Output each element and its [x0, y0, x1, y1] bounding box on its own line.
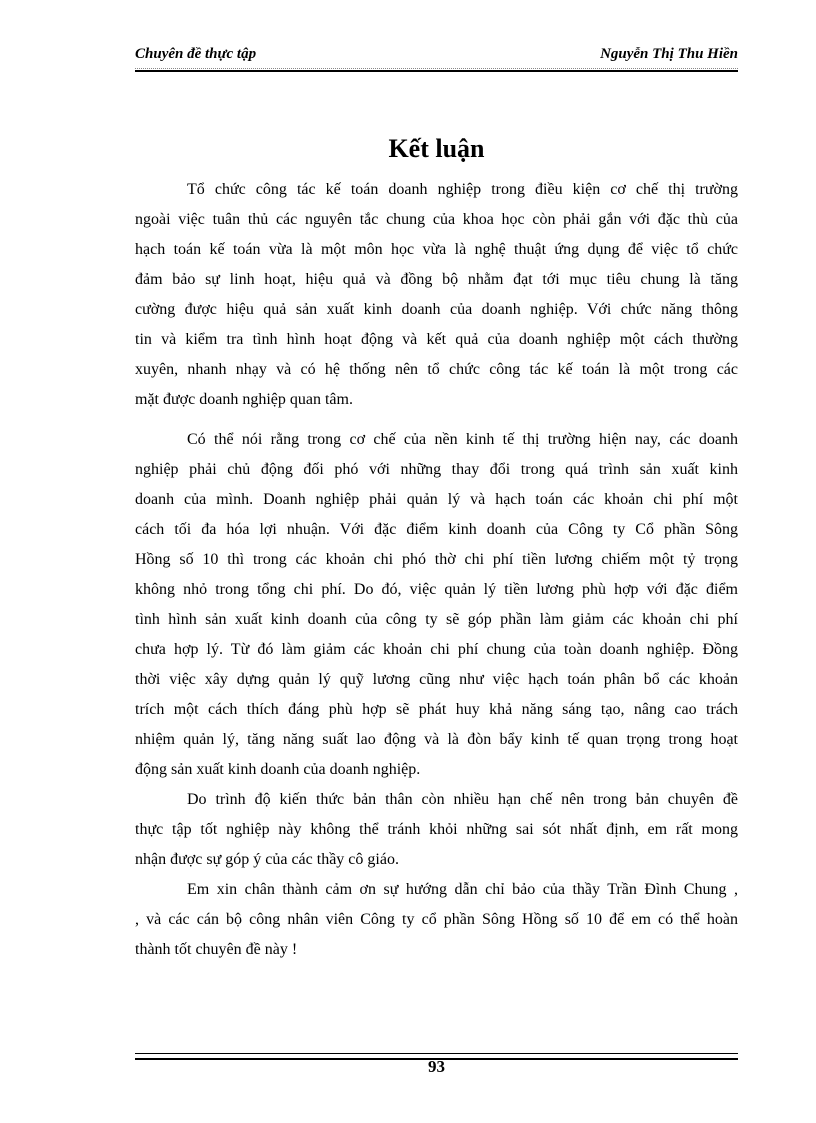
text-line: đảm bảo sự linh hoạt, hiệu quả và đồng bộ nhằm đạt tới mục tiêu chung là tăng: [135, 271, 738, 288]
text-line: cách tối đa hóa lợi nhuận. Với đặc điểm kinh doanh của Công ty Cổ phần Sông: [135, 521, 738, 538]
text-line: Do trình độ kiến thức bản thân còn nhiều hạn chế nên trong bản chuyên đề: [187, 791, 738, 808]
text-line: ngoài việc tuân thủ các nguyên tắc chung của khoa học còn phải gắn với đặc thù của: [135, 211, 738, 228]
paragraph: [135, 785, 738, 875]
text-line: nhiệm quản lý, tăng năng suất lao động và là đòn bẩy kinh tế quan trọng trong hoạt: [135, 731, 738, 748]
text-line: thành tốt chuyên đề này !: [135, 941, 298, 958]
text-line: động sản xuất kinh doanh của doanh nghiệp.: [135, 761, 421, 778]
text-line: thời việc xây dựng quản lý quỹ lương cũng như việc hạch toán phân bổ các khoản: [135, 671, 738, 688]
header-document-type: Chuyên đề thực tập: [135, 46, 257, 62]
text-line: Tổ chức công tác kế toán doanh nghiệp trong điều kiện cơ chế thị trường: [187, 181, 738, 198]
text-line: doanh của mình. Doanh nghiệp phải quản lý và hạch toán các khoản chi phí một: [135, 491, 738, 508]
text-line: tình hình sản xuất kinh doanh của công ty sẽ góp phần làm giảm các khoản chi phí: [135, 611, 738, 628]
page-number: 93: [428, 1057, 445, 1076]
header-rule: [135, 70, 738, 72]
text-line: không nhỏ trong tổng chi phí. Do đó, việc quản lý tiền lương phù hợp với đặc điểm: [135, 581, 738, 598]
text-line: chưa hợp lý. Từ đó làm giảm các khoản chi phí chung của toàn doanh nghiệp. Đồng: [135, 641, 738, 658]
text-line: mặt được doanh nghiệp quan tâm.: [135, 391, 353, 408]
page-title: Kết luận: [388, 134, 485, 163]
text-line: Có thể nói rằng trong cơ chế của nền kinh tế thị trường hiện nay, các doanh: [187, 431, 738, 448]
text-line: xuyên, nhanh nhạy và có hệ thống nên tổ chức công tác kế toán là một trong các: [135, 361, 738, 378]
text-line: cường được hiệu quả sản xuất kinh doanh của doanh nghiệp. Với chức năng thông: [135, 301, 738, 318]
text-line: trích một cách thích đáng phù hợp sẽ phát huy khả năng sáng tạo, nâng cao trách: [135, 701, 738, 718]
paragraph: [135, 875, 738, 965]
paragraph: [135, 425, 738, 785]
text-line: nghiệp phải chủ động đối phó với những thay đổi trong quá trình sản xuất kinh: [135, 461, 738, 478]
text-line: thực tập tốt nghiệp này không thể tránh khỏi những sai sót nhất định, em rất mong: [135, 821, 738, 838]
text-line: Hồng số 10 thì trong các khoản chi phó thờ chi phí tiền lương chiếm một tỷ trọng: [135, 551, 738, 568]
text-line: Em xin chân thành cảm ơn sự hướng dẫn chỉ bảo của thầy Trần Đình Chung ,: [187, 881, 738, 898]
page-header: [135, 46, 738, 68]
text-line: tin và kiểm tra tình hình hoạt động và kết quả của doanh nghiệp một cách thường: [135, 331, 738, 348]
header-rule-dotted: [135, 68, 738, 69]
document-body: [135, 175, 738, 965]
paragraph: [135, 175, 738, 415]
text-line: nhận được sự góp ý của các thầy cô giáo.: [135, 851, 399, 868]
text-line: , và các cán bộ công nhân viên Công ty cổ phần Sông Hồng số 10 để em có thể hoàn: [135, 911, 738, 928]
text-line: hạch toán kế toán vừa là một môn học vừa là nghệ thuật ứng dụng để việc tổ chức: [135, 241, 738, 258]
header-author: Nguyễn Thị Thu Hiền: [600, 46, 738, 62]
